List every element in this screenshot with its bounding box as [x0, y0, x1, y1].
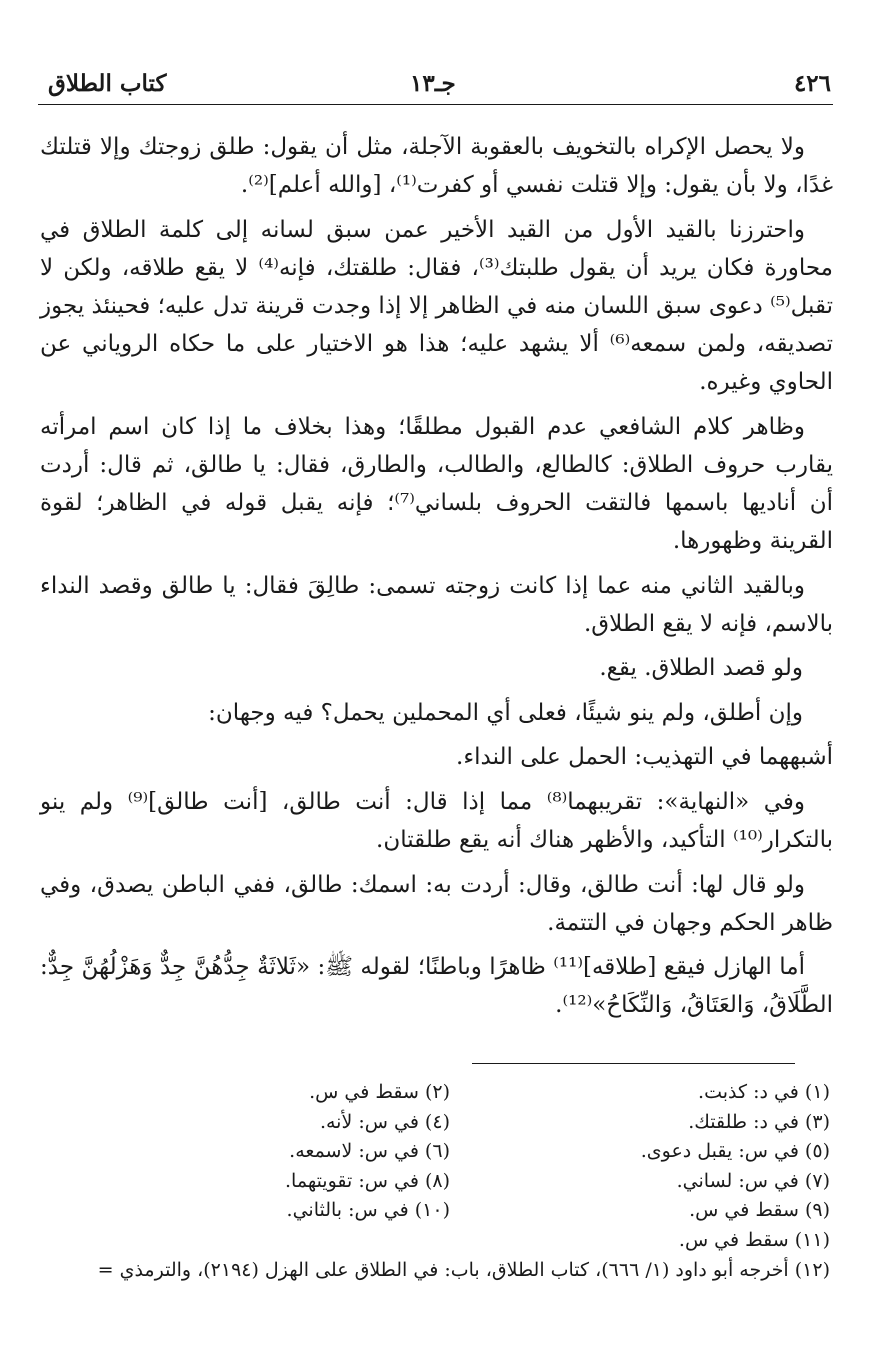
footnotes: [40, 1078, 830, 1285]
paragraph: وإن أطلق، ولم ينو شيئًا، فعلى أي المحملين يحمل؟ فيه وجهان:: [208, 699, 803, 726]
footnote: (١١) سقط في س.: [678, 1228, 830, 1251]
paragraph: وبالقيد الثاني منه عما إذا كانت زوجته تسمى: طالِقَ فقال: يا طالق وقصد النداء بالاسم، فإنه لا يقع الطلاق.: [40, 572, 833, 637]
paragraph: أما الهازل فيقع [طلاقه]⁽¹¹⁾ ظاهرًا وباطنًا؛ لقوله ﷺ: «ثَلاثَةٌ جِدُّهُنَّ جِدٌّ وَهَزْلُهُنَّ جِدٌّ: الطَّلَاقُ، وَالعَتَاقُ، وَالنِّكَاحُ»⁽¹²⁾.: [40, 954, 833, 1019]
paragraph: ولو قصد الطلاق. يقع.: [599, 655, 803, 682]
footnote: (٨) في س: تقويتهما.: [285, 1169, 450, 1192]
footnote-row: [40, 1226, 830, 1256]
footnote-row: [40, 1196, 830, 1226]
volume-number: جـ١٣: [410, 70, 456, 97]
footnote-row: [40, 1078, 830, 1108]
footnote: (٦) في س: لاسمعه.: [289, 1140, 450, 1163]
footnote: (٤) في س: لأنه.: [319, 1110, 450, 1133]
paragraph: ولو قال لها: أنت طالق، وقال: أردت به: اسمك: طالق، ففي الباطن يصدق، وفي ظاهر الحكم وجهان في التتمة.: [40, 871, 833, 936]
page-number: ٤٢٦: [793, 70, 831, 97]
footnote-divider: [472, 1063, 795, 1064]
footnote-row: [40, 1137, 830, 1167]
footnote: (١٢) أخرجه أبو داود (١/ ٦٦٦)، كتاب الطلاق، باب: في الطلاق على الهزل (٢١٩٤)، والترمذي =: [97, 1258, 830, 1281]
footnote-row: [40, 1167, 830, 1197]
footnote: (١٠) في س: بالثاني.: [286, 1199, 450, 1222]
paragraph: وظاهر كلام الشافعي عدم القبول مطلقًا؛ وهذا بخلاف ما إذا كان اسم امرأته يقارب حروف الطلاق: كالطالع، والطالب، والطارق، فقال: يا طالق، ثم قال: أردت أن أناديها باسمها فالتقت الحروف بلساني⁽⁷⁾؛ فإنه يقبل قوله في الظاهر؛ لقوة القرينة وظهورها.: [40, 413, 833, 554]
paragraph: أشبههما في التهذيب: الحمل على النداء.: [456, 744, 833, 771]
paragraph: واحترزنا بالقيد الأول من القيد الأخير عمن سبق لسانه إلى كلمة الطلاق في محاورة فكان يريد أن يقول طلبتك⁽³⁾، فقال: طلقتك، فإنه⁽⁴⁾ لا يقع طلاقه، ولكن لا تقبل⁽⁵⁾ دعوى سبق اللسان منه في الظاهر إلا إذا وجدت قرينة تدل عليه؛ فحينئذ يجوز تصديقه، ولمن سمعه⁽⁶⁾ ألا يشهد عليه؛ هذا هو الاختيار على ما حكاه الروياني عن الحاوي وغيره.: [40, 216, 833, 396]
footnote-row: [40, 1108, 830, 1138]
paragraph: وفي «النهاية»: تقريبهما⁽⁸⁾ مما إذا قال: أنت طالق، [أنت طالق]⁽⁹⁾ ولم ينو بالتكرار⁽¹⁰⁾ التأكيد، والأظهر هناك أنه يقع طلقتان.: [40, 789, 833, 854]
book-title: كتاب الطلاق: [48, 70, 167, 97]
footnote: (٧) في س: لساني.: [676, 1169, 830, 1192]
footnote: (٥) في س: يقبل دعوى.: [640, 1140, 830, 1163]
paragraph: ولا يحصل الإكراه بالتخويف بالعقوبة الآجلة، مثل أن يقول: طلق زوجتك وإلا قتلتك غدًا، ولا بأن يقول: وإلا قتلت نفسي أو كفرت⁽¹⁾، [والله أعلم]⁽²⁾.: [40, 134, 833, 199]
main-text: [40, 128, 833, 1031]
footnote: (٩) سقط في س.: [689, 1199, 830, 1222]
footnote: (٣) في د: طلقتك.: [688, 1110, 830, 1133]
footnote: (٢) سقط في س.: [309, 1081, 450, 1103]
footnote: (١) في د: كذبت.: [698, 1081, 830, 1103]
running-header: [38, 64, 833, 105]
